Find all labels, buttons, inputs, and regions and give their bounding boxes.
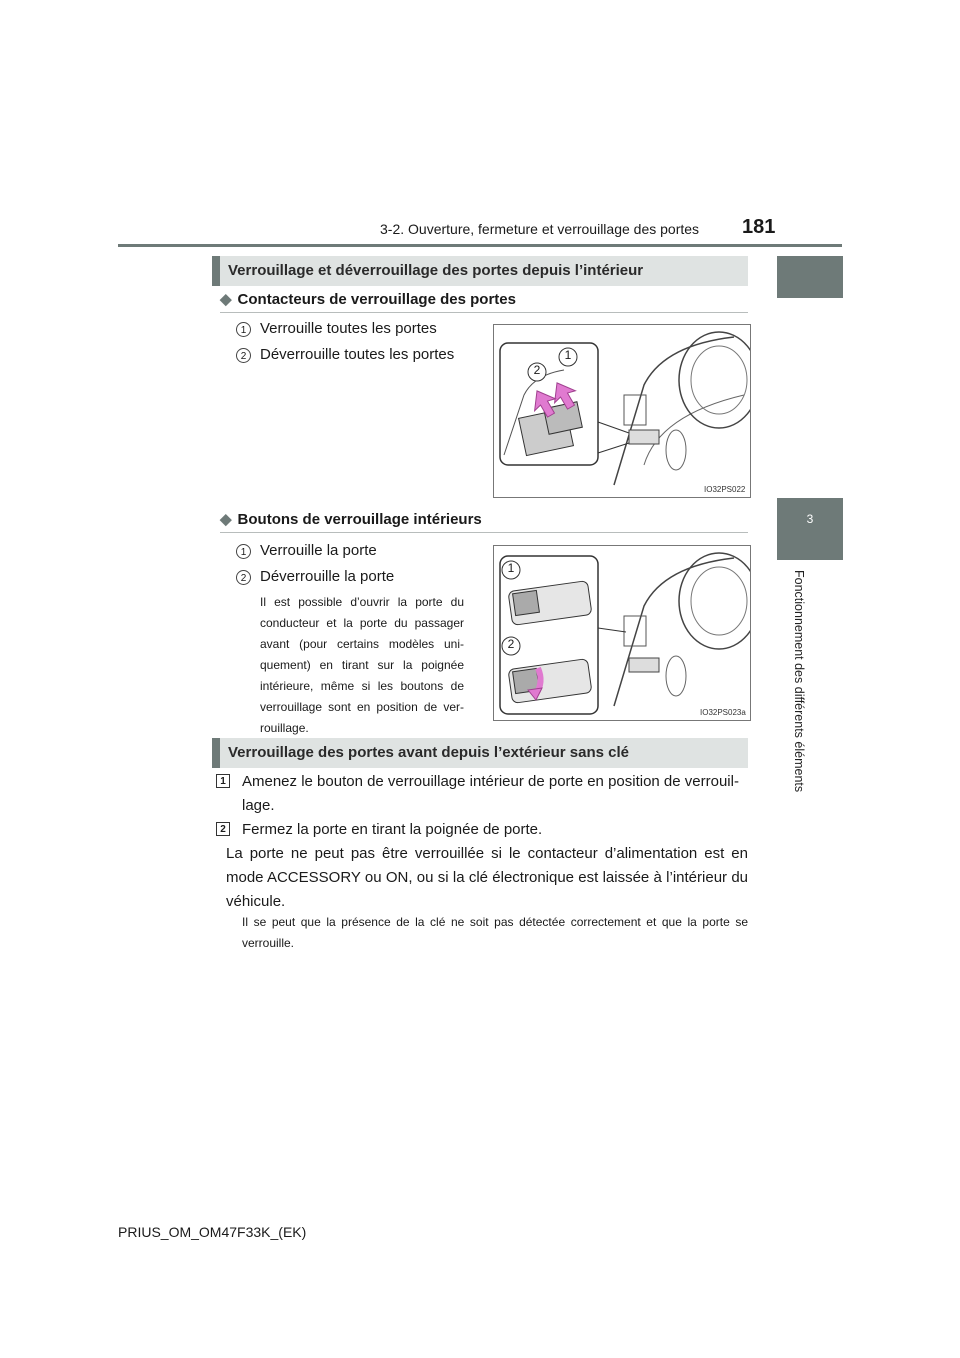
section-heading: Verrouillage et déverrouillage des portes depuis l’intérieur	[228, 262, 644, 279]
figure-door-lock-switch-illustration	[494, 325, 750, 497]
subheading-rule	[220, 532, 748, 533]
step-text: Fermez la porte en tirant la poignée de porte.	[242, 821, 543, 838]
figure-code: IO32PS023a	[700, 708, 746, 717]
item-number-badge: 1	[236, 322, 251, 337]
chapter-label: Fonctionnement des différents éléments	[792, 570, 806, 793]
step-number-badge: 1	[216, 774, 230, 788]
subheading-text: Boutons de verrouillage intérieurs	[237, 511, 482, 528]
subheading	[220, 290, 516, 308]
diamond-icon: ◆	[220, 511, 232, 528]
section-heading-bar	[212, 738, 748, 768]
subheading-rule	[220, 312, 748, 313]
chapter-label-box	[782, 520, 806, 820]
side-tab-top	[777, 256, 843, 298]
step-text: Amenez le bouton de verrouillage intérieur de porte en position de verrouil-lage.	[242, 773, 739, 814]
item-text: Déverrouille toutes les portes	[260, 346, 455, 363]
page-number: 181	[742, 216, 776, 238]
figure-inside-lock-button-illustration	[494, 546, 750, 720]
item-text: Verrouille la porte	[260, 542, 377, 559]
callout-label: 1	[564, 348, 572, 362]
body-paragraph: La porte ne peut pas être verrouillée si le contacteur d’alimentation est en mode ACCESSORY ou ON, ou si la clé électronique est laissée à l’intérieur du véhicule.	[226, 845, 748, 910]
figure-inside-lock-button	[493, 545, 751, 721]
item-number-badge: 2	[236, 348, 251, 363]
document-code: PRIUS_OM_OM47F33K_(EK)	[118, 1224, 307, 1240]
chapter-number: 3	[806, 512, 814, 526]
diamond-icon: ◆	[220, 291, 232, 308]
section-heading: Verrouillage des portes avant depuis l’extérieur sans clé	[228, 744, 630, 761]
section-heading-bar	[212, 256, 748, 286]
item-number-badge: 1	[236, 544, 251, 559]
item-number-badge: 2	[236, 570, 251, 585]
running-header: 3-2. Ouverture, fermeture et verrouillage des portes	[380, 221, 700, 237]
figure-door-lock-switch	[493, 324, 751, 498]
subheading-text: Contacteurs de verrouillage des portes	[237, 291, 516, 308]
callout-label: 2	[507, 637, 515, 651]
header-rule	[118, 244, 842, 247]
subheading	[220, 510, 482, 528]
callout-label: 2	[533, 363, 541, 377]
figure-code: IO32PS022	[704, 485, 746, 494]
item-text: Déverrouille la porte	[260, 568, 395, 585]
step-number-badge: 2	[216, 822, 230, 836]
note-text: Il se peut que la présence de la clé ne soit pas détectée correctement et que la porte se verrouille.	[242, 915, 748, 950]
callout-label: 1	[507, 561, 515, 575]
item-text: Verrouille toutes les portes	[260, 320, 437, 337]
note-text: Il est possible d’ouvrir la porte du conducteur et la porte du passager avant (pour certains modèles uni-quement) en tirant sur la poignée intérieure, même si les boutons de verrouillage sont en position de ver-rouillage.	[260, 595, 464, 735]
